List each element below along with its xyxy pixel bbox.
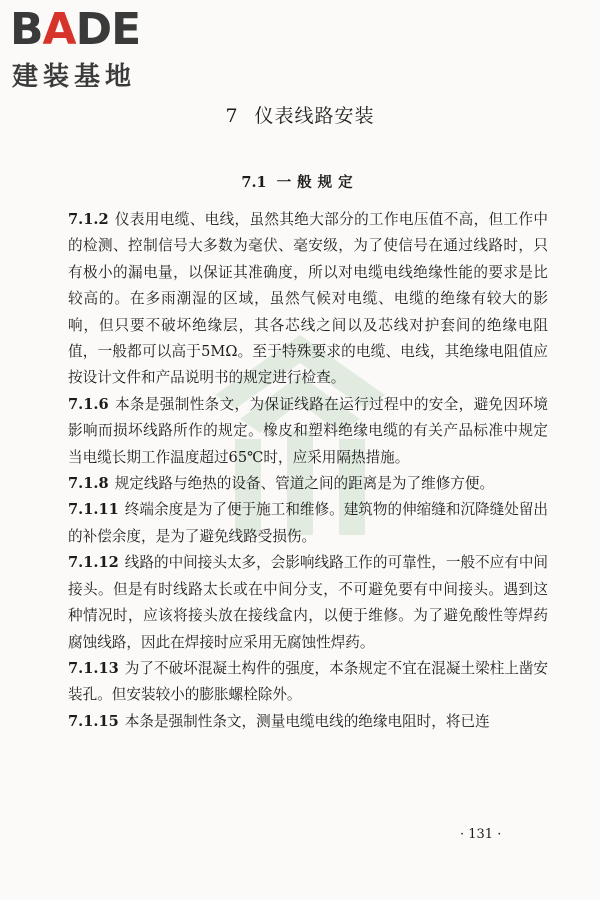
- logo-letters-de: DE: [75, 4, 141, 55]
- clause-paragraph-7-1-13: [68, 656, 548, 709]
- logo-subtitle: 建装基地: [12, 62, 137, 92]
- section-title-text: 一般规定: [276, 174, 359, 191]
- clause-number: 7.1.11: [68, 501, 119, 519]
- clause-paragraph-7-1-11: [68, 497, 548, 550]
- section-number: 7.1: [241, 174, 267, 191]
- chapter-title-text: 仪表线路安装: [254, 105, 375, 127]
- chapter-title: [0, 102, 600, 130]
- clause-number: 7.1.8: [68, 475, 109, 493]
- section-title: [0, 171, 600, 195]
- clause-paragraph-7-1-6: [68, 392, 548, 471]
- bade-logo: [10, 6, 180, 98]
- chapter-number: 7: [225, 105, 239, 127]
- logo-letter-b: B: [10, 4, 43, 55]
- logo-wordmark: [10, 6, 140, 54]
- clause-number: 7.1.12: [68, 554, 119, 572]
- clause-text: 规定线路与绝热的设备、管道之间的距离是为了维修方便。: [114, 475, 495, 493]
- clause-paragraph-7-1-2: [68, 207, 548, 392]
- clause-paragraph-7-1-8: [68, 471, 548, 497]
- clause-text: 终端余度是为了便于施工和维修。建筑物的伸缩缝和沉降缝处留出的补偿余度，是为了避免线路受损伤。: [68, 501, 549, 545]
- clause-text: 线路的中间接头太多，会影响线路工作的可靠性，一般不应有中间接头。但是有时线路太长或在中间分支，不可避免要有中间接头。遇到这种情况时，应该将接头放在接线盒内，以便于维修。为了避免酸性等焊药腐蚀线路，因此在焊接时应采用无腐蚀性焊药。: [68, 554, 549, 651]
- clause-paragraph-7-1-15: [68, 709, 548, 735]
- clause-number: 7.1.6: [68, 395, 109, 413]
- logo-letter-a: A: [42, 4, 76, 55]
- clause-number: 7.1.2: [68, 211, 109, 228]
- clause-number: 7.1.15: [68, 712, 119, 730]
- clause-text: 本条是强制性条文，为保证线路在运行过程中的安全，避免因环境影响而损坏线路所作的规定。橡皮和塑料绝缘电缆的有关产品标准中规定当电缆长期工作温度超过65℃时，应采用隔热措施。: [68, 395, 548, 466]
- clause-text: 本条是强制性条文，测量电缆电线的绝缘电阻时，将已连: [124, 712, 490, 730]
- clause-number: 7.1.13: [68, 659, 119, 677]
- page-number: · 131 ·: [460, 827, 502, 842]
- body-text: [68, 207, 548, 735]
- clause-text: 为了不破坏混凝土构件的强度，本条规定不宜在混凝土梁柱上凿安装孔。但安装较小的膨胀螺栓除外。: [68, 659, 549, 704]
- clause-text: 仪表用电缆、电线，虽然其绝大部分的工作电压值不高，但工作中的检测、控制信号大多数为毫伏、毫安级，为了使信号在通过线路时，只有极小的漏电量，以保证其准确度，所以对电缆电线绝缘性能的要求是比较高的。在多雨潮湿的区域，虽然气候对电缆、电缆的绝缘有较大的影响，但只要不破坏绝缘层，其各芯线之间以及芯线对护套间的绝缘电阻值，一般都可以高于5MΩ。至于特殊要求的电缆、电线，其绝缘电阻值应按设计文件和产品说明书的规定进行检查。: [68, 211, 548, 387]
- clause-paragraph-7-1-12: [68, 550, 548, 656]
